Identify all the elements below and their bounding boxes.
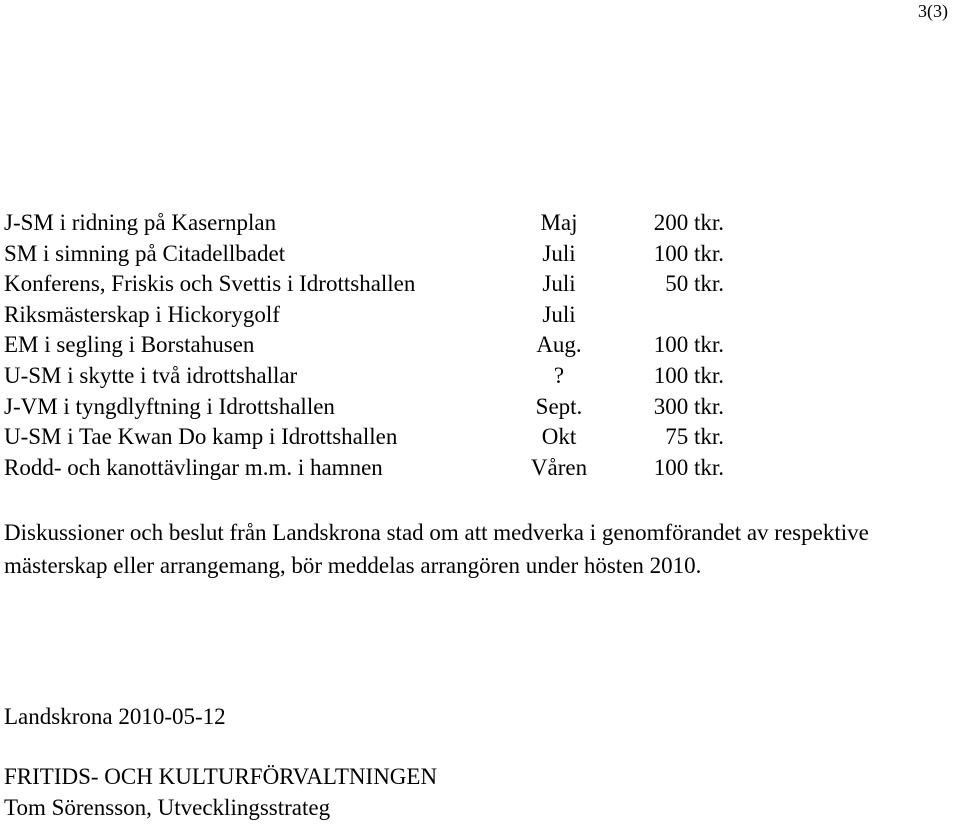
signoff-name-title: Tom Sörensson, Utvecklingsstrateg — [4, 795, 331, 820]
event-name: U-SM i Tae Kwan Do kamp i Idrottshallen — [4, 424, 398, 450]
event-row — [4, 330, 744, 361]
event-name: Rodd- och kanottävlingar m.m. i hamnen — [4, 454, 383, 480]
event-amount: 100 tkr. — [653, 454, 724, 480]
signoff-organization: FRITIDS- OCH KULTURFÖRVALTNINGEN — [4, 764, 438, 789]
event-row — [4, 269, 744, 300]
event-amount: 300 tkr. — [653, 393, 724, 419]
event-amount: 100 tkr. — [653, 332, 724, 358]
event-amount: 200 tkr. — [653, 210, 724, 235]
event-month: Sept. — [535, 393, 583, 419]
event-name: Konferens, Friskis och Svettis i Idrottshallen — [4, 271, 416, 297]
event-row — [4, 453, 744, 484]
event-row — [4, 300, 744, 331]
event-amount: 75 tkr. — [665, 424, 724, 450]
event-month: ? — [553, 362, 565, 388]
event-amount: 100 tkr. — [653, 362, 724, 388]
event-row — [4, 208, 744, 239]
event-list — [4, 208, 744, 483]
event-month: Okt — [541, 424, 577, 450]
event-row — [4, 361, 744, 392]
event-month: Våren — [530, 454, 588, 480]
page-number: 3(3) — [918, 1, 948, 21]
event-amount: 50 tkr. — [665, 271, 724, 297]
event-row — [4, 239, 744, 270]
event-month: Juli — [542, 271, 576, 297]
event-name: SM i simning på Citadellbadet — [4, 240, 286, 266]
event-month: Juli — [542, 301, 576, 327]
event-month: Aug. — [536, 332, 582, 358]
event-month: Maj — [540, 210, 578, 235]
event-amount: 100 tkr. — [653, 240, 724, 266]
event-row — [4, 422, 744, 453]
event-name: J-SM i ridning på Kasernplan — [4, 210, 277, 235]
event-name: Riksmästerskap i Hickorygolf — [4, 301, 280, 327]
event-name: EM i segling i Borstahusen — [4, 332, 255, 358]
event-month: Juli — [542, 240, 576, 266]
event-row — [4, 392, 744, 423]
signoff-place-date: Landskrona 2010-05-12 — [4, 704, 226, 729]
event-name: J-VM i tyngdlyftning i Idrottshallen — [4, 393, 335, 419]
decision-paragraph: Diskussioner och beslut från Landskrona stad om att medverka i genomförandet av respektive mästerskap eller arrangemang, bör meddelas arrangören under hösten 2010. — [4, 520, 869, 578]
event-name: U-SM i skytte i två idrottshallar — [4, 362, 298, 388]
